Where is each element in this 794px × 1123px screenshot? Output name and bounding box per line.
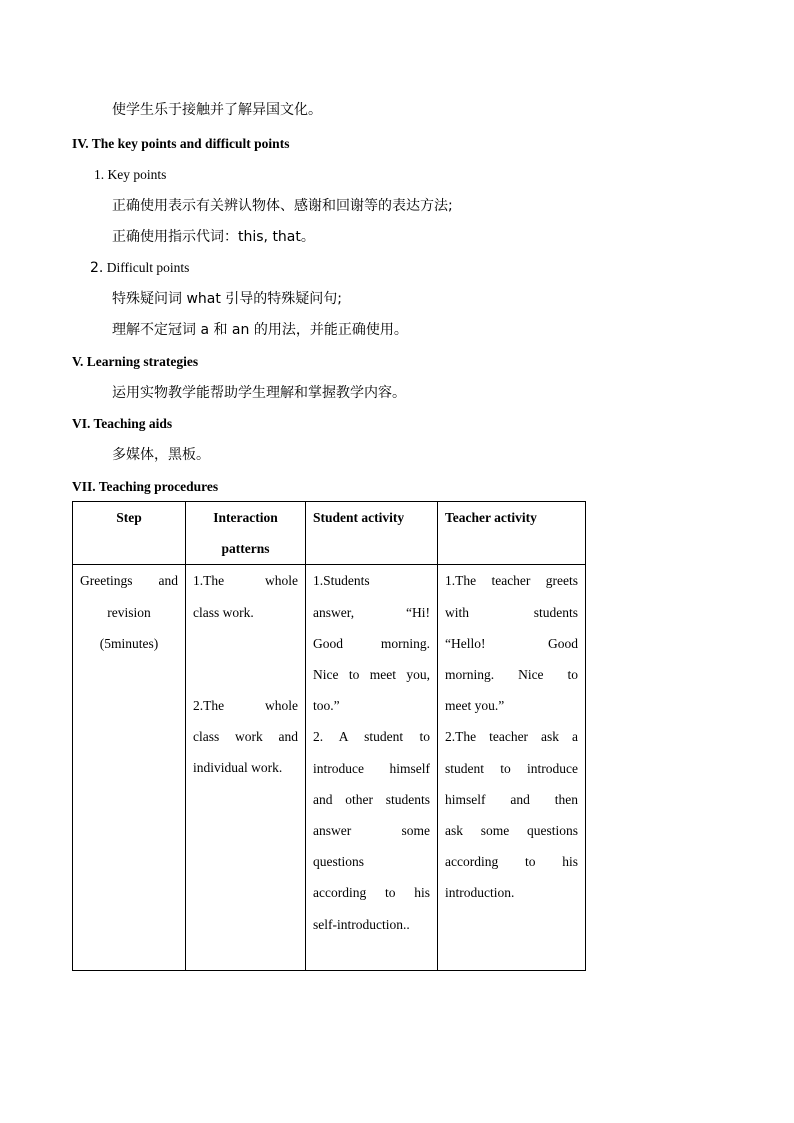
heading-teaching-aids: VI. Teaching aids bbox=[72, 416, 173, 431]
header-teacher-activity: Teacher activity bbox=[438, 502, 586, 565]
learning-strategies-text: 运用实物教学能帮助学生理解和掌握教学内容。 bbox=[112, 385, 406, 401]
cell-interaction: 1.The whole class work. 2.The whole class work and individual work. bbox=[186, 565, 306, 971]
subheading-difficult-points bbox=[90, 259, 189, 277]
difficult-point-item-2: 理解不定冠词 a 和 an 的用法，并能正确使用。 bbox=[112, 322, 408, 338]
header-interaction-patterns: Interaction patterns bbox=[186, 502, 306, 565]
subheading-key-points: 1. Key points bbox=[94, 167, 167, 182]
header-step: Step bbox=[73, 502, 186, 565]
intro-line: 使学生乐于接触并了解异国文化。 bbox=[112, 102, 322, 118]
difficult-point-item-1: 特殊疑问词 what 引导的特殊疑问句; bbox=[112, 291, 343, 307]
teaching-procedures-table bbox=[72, 501, 586, 971]
heading-key-points: IV. The key points and difficult points bbox=[72, 136, 290, 151]
subheading-label: Difficult points bbox=[106, 260, 190, 275]
subheading-number: 2. bbox=[90, 260, 104, 276]
cell-teacher-activity: 1.The teacher greets with students “Hello! Good morning. Nice to meet you.” 2.The teacher ask a student to introduce himself and then ask some questions according to his introduction. bbox=[438, 565, 586, 971]
cell-step: Greetings and revision (5minutes) bbox=[73, 565, 186, 971]
teaching-aids-text: 多媒体，黑板。 bbox=[112, 447, 210, 463]
heading-teaching-procedures: VII. Teaching procedures bbox=[72, 479, 219, 494]
table-header-row bbox=[73, 502, 586, 565]
heading-learning-strategies: V. Learning strategies bbox=[72, 354, 199, 369]
header-student-activity: Student activity bbox=[306, 502, 438, 565]
table-row bbox=[73, 565, 586, 971]
key-point-item-2: 正确使用指示代词：this, that。 bbox=[112, 229, 315, 245]
cell-student-activity: 1.Students answer, “Hi! Good morning. Nice to meet you, too.” 2. A student to introduce himself and other students answer some questions according to his self-introduction.. bbox=[306, 565, 438, 971]
key-point-item-1: 正确使用表示有关辨认物体、感谢和回谢等的表达方法; bbox=[112, 198, 453, 214]
